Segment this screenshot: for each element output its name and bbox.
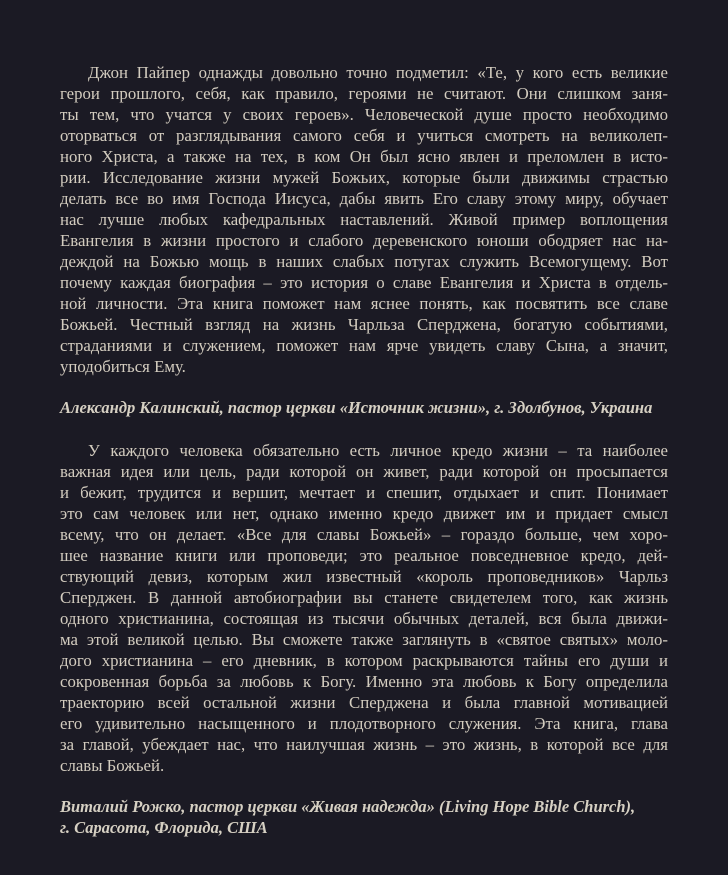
text-line: одного христианина, состоящая из тысячи обычных деталей, вся была движи-	[60, 609, 668, 628]
text-line: У каждого человека обязательно есть личное кредо жизни – та наиболее	[88, 441, 668, 460]
text-line: важная идея или цель, ради которой он живет, ради которой он просыпается	[60, 462, 668, 481]
text-line: нас лучше любых кафедральных наставлений. Живой пример воплощения	[60, 210, 668, 229]
text-line: его удивительно насыщенного и плодотворного служения. Эта книга, глава	[60, 714, 668, 733]
text-line: сокровенная борьба за любовь к Богу. Именно эта любовь к Богу определила	[60, 672, 668, 691]
review-paragraph-1	[60, 62, 668, 377]
text-line: почему каждая биография – это история о славе Евангелия и Христа в отдель-	[60, 273, 668, 292]
text-line: за главой, убеждает нас, что наилучшая жизнь – это жизнь, в которой все для	[60, 735, 668, 754]
text-line: Евангелия в жизни простого и слабого деревенского юноши ободряет нас на-	[60, 231, 668, 250]
attribution-line: Александр Калинский, пастор церкви «Источник жизни», г. Здолбунов, Украина	[60, 398, 653, 417]
attribution-line: Виталий Рожко, пастор церкви «Живая надежда» (Living Hope Bible Church),	[60, 797, 636, 816]
review-paragraph-2	[60, 440, 668, 776]
text-line: шее название книги или проповеди; это реальное повседневное кредо, дей-	[60, 546, 668, 565]
review-author-1	[60, 397, 668, 418]
text-line: и бежит, трудится и вершит, мечтает и спешит, отдыхает и спит. Понимает	[60, 483, 668, 502]
text-line: деждой на Божью мощь в наших слабых потугах служить Всемогущему. Вот	[60, 252, 668, 271]
text-line: дого христианина – его дневник, в котором раскрываются тайны его души и	[60, 651, 668, 670]
text-line: славы Божьей.	[60, 756, 165, 775]
text-line: страданиями и служением, поможет нам ярче увидеть славу Сына, а значит,	[60, 336, 668, 355]
text-line: ма этой великой целью. Вы сможете также заглянуть в «святое святых» моло-	[60, 630, 668, 649]
text-line: ного Христа, а также на тех, в ком Он был ясно явлен и преломлен в исто-	[60, 147, 668, 166]
text-line: герои прошлого, себя, как правило, героями не считают. Они слишком заня-	[60, 84, 668, 103]
text-line: делать все во имя Господа Иисуса, дабы явить Его славу этому миру, обучает	[60, 189, 668, 208]
text-line: ствующий девиз, которым жил известный «король проповедников» Чарльз	[60, 567, 668, 586]
attribution-line: г. Сарасота, Флорида, США	[60, 818, 268, 837]
text-line: оторваться от разглядывания самого себя и учиться смотреть на великолеп-	[60, 126, 668, 145]
text-line: Джон Пайпер однажды довольно точно подметил: «Те, у кого есть великие	[88, 63, 668, 82]
text-line: траекторию всей остальной жизни Сперджена и была главной мотивацией	[60, 693, 668, 712]
text-line: Божьей. Честный взгляд на жизнь Чарльза Сперджена, богатую событиями,	[60, 315, 668, 334]
text-line: уподобиться Ему.	[60, 357, 186, 376]
review-author-2	[60, 796, 668, 838]
text-line: всему, что он делает. «Все для славы Божьей» – гораздо больше, чем хоро-	[60, 525, 668, 544]
text-line: Сперджен. В данной автобиографии вы станете свидетелем того, как жизнь	[60, 588, 668, 607]
text-line: это сам человек или нет, однако именно кредо движет им и придает смысл	[60, 504, 668, 523]
text-line: ной личности. Эта книга поможет нам яснее понять, как посвятить все славе	[60, 294, 668, 313]
text-line: рии. Исследование жизни мужей Божьих, которые были движимы страстью	[60, 168, 668, 187]
text-line: ты тем, что учатся у своих героев». Человеческой душе просто необходимо	[60, 105, 668, 124]
